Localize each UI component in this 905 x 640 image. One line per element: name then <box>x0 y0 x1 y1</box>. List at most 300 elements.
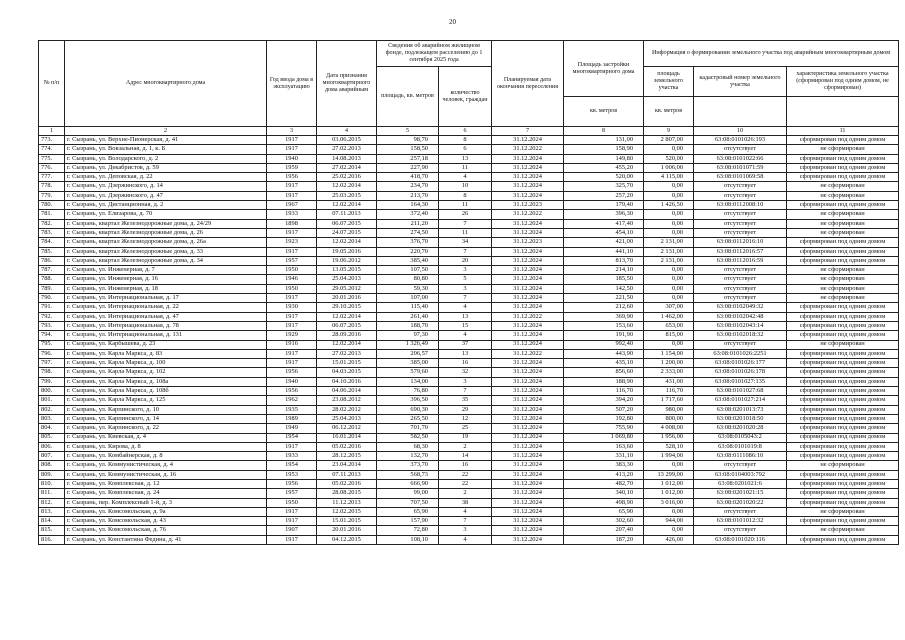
row-planned-date: 31.12.2024 <box>492 275 564 284</box>
row-land-area: 1 994,00 <box>644 452 694 461</box>
row-year: 1917 <box>267 145 317 154</box>
header-emergency-info: Сведения об аварийном жилищном фонде, подлежащем расселению до 1 сентября 2025 года <box>377 41 492 67</box>
row-area: 115,40 <box>377 303 439 312</box>
row-people: 22 <box>439 470 492 479</box>
row-people: 11 <box>439 201 492 210</box>
row-land-area: 2 131,00 <box>644 238 694 247</box>
row-address: г. Сызрань, ул. Комсомольская, д. 9а <box>65 507 267 516</box>
row-cadastral: 63:08:0101071:59 <box>694 163 787 172</box>
row-cadastral: отсутствует <box>694 182 787 191</box>
row-land-status: не сформирован <box>787 275 899 284</box>
row-year: 1940 <box>267 154 317 163</box>
row-land-area: 0,00 <box>644 507 694 516</box>
row-address: г. Сызрань, пер. Комплексный 1-й, д. 3 <box>65 498 267 507</box>
row-date-emergency: 05.02.2016 <box>317 479 377 488</box>
row-planned-date: 31.12.2024 <box>492 424 564 433</box>
row-planned-date: 31.12.2024 <box>492 498 564 507</box>
row-year: 1949 <box>267 424 317 433</box>
row-date-emergency: 04.10.2016 <box>317 377 377 386</box>
row-address: г. Сызрань, ул. Комбайнерская, д. 8 <box>65 452 267 461</box>
row-year: 1956 <box>267 479 317 488</box>
table-row <box>39 136 899 145</box>
row-number: 811. <box>39 489 65 498</box>
row-land-status: не сформирован <box>787 210 899 219</box>
row-cadastral: отсутствует <box>694 219 787 228</box>
row-land-area: 0,00 <box>644 461 694 470</box>
row-land-status: сформирован под одним домом <box>787 331 899 340</box>
row-land-status: сформирован под одним домом <box>787 201 899 210</box>
row-cadastral: отсутствует <box>694 507 787 516</box>
row-number: 788. <box>39 275 65 284</box>
table-row <box>39 424 899 433</box>
row-date-emergency: 07.11.2013 <box>317 210 377 219</box>
row-building-area: 443,90 <box>564 349 644 358</box>
row-cadastral: 63:08:0101020:116 <box>694 535 787 544</box>
row-number: 807. <box>39 452 65 461</box>
row-year: 1917 <box>267 349 317 358</box>
row-building-area: 192,80 <box>564 414 644 423</box>
row-number: 815. <box>39 526 65 535</box>
row-number: 780. <box>39 201 65 210</box>
row-people: 20 <box>439 256 492 265</box>
row-land-area: 0,00 <box>644 284 694 293</box>
row-number: 803. <box>39 414 65 423</box>
row-area: 666,90 <box>377 479 439 488</box>
row-people: 13 <box>439 312 492 321</box>
row-year: 1917 <box>267 517 317 526</box>
row-cadastral: 63:08:0201021:6 <box>694 479 787 488</box>
row-people: 7 <box>439 517 492 526</box>
row-address: г. Сызрань, ул. Дистанционная, д. 2 <box>65 201 267 210</box>
row-address: г. Сызрань, квартал Железнодорожные дома, д. 26а <box>65 238 267 247</box>
row-area: 385,00 <box>377 359 439 368</box>
row-year: 1954 <box>267 461 317 470</box>
row-number: 805. <box>39 433 65 442</box>
row-year: 1917 <box>267 247 317 256</box>
row-land-status: сформирован под одним домом <box>787 256 899 265</box>
row-year: 1929 <box>267 331 317 340</box>
row-building-area: 188,90 <box>564 377 644 386</box>
row-area: 396,50 <box>377 396 439 405</box>
row-cadastral: 63:08:0102043:14 <box>694 321 787 330</box>
row-people: 3 <box>439 377 492 386</box>
row-building-area: 421,00 <box>564 238 644 247</box>
row-building-area: 417,40 <box>564 219 644 228</box>
table-row <box>39 396 899 405</box>
row-year: 1917 <box>267 136 317 145</box>
row-date-emergency: 14.08.2013 <box>317 154 377 163</box>
row-land-area: 13 299,00 <box>644 470 694 479</box>
row-planned-date: 31.12.2024 <box>492 303 564 312</box>
header-empty <box>694 97 787 127</box>
row-land-status: сформирован под одним домом <box>787 452 899 461</box>
row-land-status: не сформирован <box>787 219 899 228</box>
row-area: 206,57 <box>377 349 439 358</box>
row-area: 72,80 <box>377 526 439 535</box>
row-number: 789. <box>39 284 65 293</box>
row-people: 8 <box>439 191 492 200</box>
row-land-area: 0,00 <box>644 191 694 200</box>
row-area: 274,50 <box>377 228 439 237</box>
row-building-area: 331,10 <box>564 452 644 461</box>
row-date-emergency: 28.09.2016 <box>317 331 377 340</box>
row-cadastral: 63:08:0102049:32 <box>694 303 787 312</box>
row-cadastral: 63:08:0101027:214 <box>694 396 787 405</box>
row-address: г. Сызрань, квартал Железнодорожные дома, д. 26 <box>65 228 267 237</box>
row-people: 35 <box>439 396 492 405</box>
row-number: 812. <box>39 498 65 507</box>
row-cadastral: 63:08:0101022:66 <box>694 154 787 163</box>
header-address: Адрес многоквартирного дома <box>65 41 267 127</box>
table-row <box>39 145 899 154</box>
row-land-status: сформирован под одним домом <box>787 387 899 396</box>
row-land-status: не сформирован <box>787 507 899 516</box>
row-land-area: 1 200,00 <box>644 359 694 368</box>
row-land-area: 4 115,00 <box>644 173 694 182</box>
row-land-area: 4 008,00 <box>644 424 694 433</box>
row-number: 783. <box>39 228 65 237</box>
emergency-housing-table <box>38 40 899 545</box>
row-year: 1917 <box>267 442 317 451</box>
row-planned-date: 31.12.2024 <box>492 154 564 163</box>
row-address: г. Сызрань, ул. Карла Маркса, д. 100 <box>65 359 267 368</box>
row-date-emergency: 29.10.2015 <box>317 303 377 312</box>
row-people: 11 <box>439 163 492 172</box>
row-land-status: сформирован под одним домом <box>787 247 899 256</box>
header-year: Год ввода дома в эксплуатацию <box>267 41 317 127</box>
row-area: 568,73 <box>377 470 439 479</box>
row-people: 7 <box>439 387 492 396</box>
row-land-status: сформирован под одним домом <box>787 377 899 386</box>
row-number: 799. <box>39 377 65 386</box>
table-row <box>39 442 899 451</box>
row-date-emergency: 27.02.2014 <box>317 163 377 172</box>
row-planned-date: 31.12.2024 <box>492 377 564 386</box>
row-area: 373,70 <box>377 461 439 470</box>
table-row <box>39 405 899 414</box>
row-address: г. Сызрань, квартал Железнодорожные дома, д. 34 <box>65 256 267 265</box>
row-land-status: сформирован под одним домом <box>787 433 899 442</box>
row-planned-date: 31.12.2024 <box>492 507 564 516</box>
row-land-status: не сформирован <box>787 191 899 200</box>
row-address: г. Сызрань, ул. Верхне-Пионерская, д. 41 <box>65 136 267 145</box>
row-land-status: сформирован под одним домом <box>787 396 899 405</box>
row-land-area: 0,00 <box>644 145 694 154</box>
table-row <box>39 163 899 172</box>
row-building-area: 131,00 <box>564 136 644 145</box>
row-cadastral: 63:08:0101019:8 <box>694 442 787 451</box>
table-row <box>39 479 899 488</box>
row-date-emergency: 03.06.2015 <box>317 136 377 145</box>
row-land-status: сформирован под одним домом <box>787 136 899 145</box>
row-address: г. Сызрань, ул. Комплексная, д. 24 <box>65 489 267 498</box>
row-land-area: 1 717,60 <box>644 396 694 405</box>
table-row <box>39 535 899 544</box>
table-row <box>39 191 899 200</box>
row-people: 29 <box>439 405 492 414</box>
row-year: 1957 <box>267 489 317 498</box>
row-date-emergency: 05.02.2016 <box>317 442 377 451</box>
table-row <box>39 154 899 163</box>
row-building-area: 1 069,80 <box>564 433 644 442</box>
row-area: 97,30 <box>377 331 439 340</box>
row-area: 157,90 <box>377 517 439 526</box>
row-address: г. Сызрань, ул. Дзержинского, д. 14 <box>65 182 267 191</box>
row-date-emergency: 04.03.2015 <box>317 368 377 377</box>
col-number: 9 <box>644 127 694 136</box>
row-planned-date: 31.12.2024 <box>492 396 564 405</box>
row-planned-date: 31.12.2024 <box>492 368 564 377</box>
row-land-area: 2 131,00 <box>644 256 694 265</box>
row-building-area: 221,50 <box>564 294 644 303</box>
row-land-status: сформирован под одним домом <box>787 303 899 312</box>
row-land-area: 307,00 <box>644 303 694 312</box>
row-people: 4 <box>439 535 492 544</box>
row-year: 1933 <box>267 210 317 219</box>
row-planned-date: 31.12.2024 <box>492 433 564 442</box>
row-area: 376,70 <box>377 238 439 247</box>
row-area: 59,30 <box>377 284 439 293</box>
header-empty <box>787 97 899 127</box>
table-row <box>39 368 899 377</box>
row-number: 810. <box>39 479 65 488</box>
row-year: 1962 <box>267 396 317 405</box>
row-planned-date: 31.12.2023 <box>492 238 564 247</box>
row-year: 1917 <box>267 535 317 544</box>
row-land-status: сформирован под одним домом <box>787 359 899 368</box>
row-building-area: 369,90 <box>564 312 644 321</box>
row-cadastral: 63:08:0201018:50 <box>694 414 787 423</box>
row-year: 1950 <box>267 498 317 507</box>
row-people: 2 <box>439 489 492 498</box>
row-people: 22 <box>439 479 492 488</box>
row-number: 775. <box>39 154 65 163</box>
row-number: 791. <box>39 303 65 312</box>
row-area: 1 326,49 <box>377 340 439 349</box>
row-area: 164,30 <box>377 201 439 210</box>
row-cadastral: отсутствует <box>694 461 787 470</box>
header-land-info: Информация о формировании земельного участка под аварийным многоквартирным домом <box>644 41 899 67</box>
row-land-status: сформирован под одним домом <box>787 349 899 358</box>
table-header <box>39 41 899 136</box>
row-number: 776. <box>39 163 65 172</box>
row-land-area: 0,00 <box>644 294 694 303</box>
col-number: 4 <box>317 127 377 136</box>
table-row <box>39 377 899 386</box>
row-building-area: 394,20 <box>564 396 644 405</box>
row-date-emergency: 19.06.2012 <box>317 256 377 265</box>
row-number: 785. <box>39 247 65 256</box>
row-date-emergency: 12.02.2014 <box>317 340 377 349</box>
row-planned-date: 31.12.2024 <box>492 359 564 368</box>
row-building-area: 520,00 <box>564 173 644 182</box>
row-cadastral: 63:08:0101026:2251 <box>694 349 787 358</box>
row-area: 257,18 <box>377 154 439 163</box>
row-number: 808. <box>39 461 65 470</box>
header-planned-date: Планируемая дата окончания переселения <box>492 41 564 127</box>
row-date-emergency: 20.01.2016 <box>317 526 377 535</box>
row-number: 793. <box>39 321 65 330</box>
row-people: 4 <box>439 173 492 182</box>
table-row <box>39 210 899 219</box>
row-building-area: 212,60 <box>564 303 644 312</box>
row-date-emergency: 25.04.2013 <box>317 414 377 423</box>
row-people: 4 <box>439 303 492 312</box>
row-building-area: 187,20 <box>564 535 644 544</box>
row-number: 802. <box>39 405 65 414</box>
row-address: г. Сызрань, ул. Коммунистическая, д. 4 <box>65 461 267 470</box>
row-address: г. Сызрань, ул. Карпинского, д. 14 <box>65 414 267 423</box>
table-row <box>39 312 899 321</box>
row-cadastral: отсутствует <box>694 145 787 154</box>
row-land-status: сформирован под одним домом <box>787 238 899 247</box>
row-building-area: 257,20 <box>564 191 644 200</box>
row-planned-date: 31.12.2024 <box>492 461 564 470</box>
row-address: г. Сызрань, ул. Киевская, д. 4 <box>65 433 267 442</box>
col-number: 8 <box>564 127 644 136</box>
table-row <box>39 303 899 312</box>
row-year: 1935 <box>267 405 317 414</box>
row-planned-date: 31.12.2024 <box>492 414 564 423</box>
row-number: 813. <box>39 507 65 516</box>
row-address: г. Сызрань, ул. Кирова, д. 8 <box>65 442 267 451</box>
row-building-area: 116,70 <box>564 387 644 396</box>
row-land-status: сформирован под одним домом <box>787 470 899 479</box>
row-building-area: 153,60 <box>564 321 644 330</box>
row-year: 1917 <box>267 182 317 191</box>
table-row <box>39 256 899 265</box>
row-land-area: 1 012,00 <box>644 479 694 488</box>
row-land-area: 2 131,00 <box>644 247 694 256</box>
row-area: 132,70 <box>377 452 439 461</box>
row-year: 1917 <box>267 321 317 330</box>
row-address: г. Сызрань, ул. Интернациональная, д. 17 <box>65 294 267 303</box>
row-number: 816. <box>39 535 65 544</box>
row-date-emergency: 19.05.2016 <box>317 247 377 256</box>
row-building-area: 755,90 <box>564 424 644 433</box>
row-land-area: 2 333,00 <box>644 368 694 377</box>
row-cadastral: 63:08:0101026:177 <box>694 359 787 368</box>
row-planned-date: 31.12.2022 <box>492 145 564 154</box>
row-cadastral: 63:08:0101026:193 <box>694 136 787 145</box>
row-land-area: 1 956,00 <box>644 433 694 442</box>
row-date-emergency: 12.02.2014 <box>317 238 377 247</box>
row-number: 782. <box>39 219 65 228</box>
row-year: 1916 <box>267 340 317 349</box>
row-cadastral: 63:08:0102042:48 <box>694 312 787 321</box>
row-area: 188,70 <box>377 321 439 330</box>
row-date-emergency: 04.12.2015 <box>317 535 377 544</box>
row-cadastral: 63:08:0201020:22 <box>694 498 787 507</box>
table-row <box>39 507 899 516</box>
row-building-area: 65,90 <box>564 507 644 516</box>
row-people: 4 <box>439 331 492 340</box>
row-planned-date: 31.12.2024 <box>492 535 564 544</box>
table-row <box>39 173 899 182</box>
row-date-emergency: 06.12.2012 <box>317 424 377 433</box>
table-row <box>39 228 899 237</box>
col-number: 1 <box>39 127 65 136</box>
row-land-area: 116,70 <box>644 387 694 396</box>
row-building-area: 435,10 <box>564 359 644 368</box>
row-year: 1946 <box>267 275 317 284</box>
table-row <box>39 201 899 210</box>
row-cadastral: 63:08:0105043:2 <box>694 433 787 442</box>
header-area-sqm: площадь, кв. метров <box>377 67 439 127</box>
row-cadastral: 63:08:0101069:58 <box>694 173 787 182</box>
table-row <box>39 470 899 479</box>
row-number: 773. <box>39 136 65 145</box>
row-land-area: 0,00 <box>644 210 694 219</box>
row-area: 234,70 <box>377 182 439 191</box>
table-row <box>39 219 899 228</box>
row-land-area: 426,00 <box>644 535 694 544</box>
row-date-emergency: 11.12.2013 <box>317 498 377 507</box>
row-land-area: 815,00 <box>644 331 694 340</box>
row-number: 797. <box>39 359 65 368</box>
row-building-area: 813,70 <box>564 256 644 265</box>
row-land-status: сформирован под одним домом <box>787 442 899 451</box>
row-date-emergency: 25.04.2013 <box>317 275 377 284</box>
row-address: г. Сызрань, ул. Вокзальная, д. 1, к. Б <box>65 145 267 154</box>
row-land-area: 2 807,00 <box>644 136 694 145</box>
table-row <box>39 340 899 349</box>
row-year: 1954 <box>267 433 317 442</box>
row-date-emergency: 27.02.2013 <box>317 145 377 154</box>
row-year: 1956 <box>267 173 317 182</box>
row-people: 25 <box>439 424 492 433</box>
row-area: 707,50 <box>377 498 439 507</box>
row-date-emergency: 12.02.2014 <box>317 312 377 321</box>
row-number: 779. <box>39 191 65 200</box>
row-area: 158,50 <box>377 145 439 154</box>
row-area: 220,70 <box>377 247 439 256</box>
row-area: 211,20 <box>377 219 439 228</box>
row-cadastral: 63:08:0101027:135 <box>694 377 787 386</box>
row-address: г. Сызрань, ул. Комплексная, д. 12 <box>65 479 267 488</box>
row-address: г. Сызрань, ул. Интернациональная, д. 78 <box>65 321 267 330</box>
row-people: 2 <box>439 442 492 451</box>
row-date-emergency: 25.02.2016 <box>317 173 377 182</box>
table-row <box>39 266 899 275</box>
row-planned-date: 31.12.2024 <box>492 405 564 414</box>
header-num: № п/п <box>39 41 65 127</box>
row-land-area: 1 154,00 <box>644 349 694 358</box>
row-people: 3 <box>439 284 492 293</box>
row-area: 265,50 <box>377 414 439 423</box>
row-land-area: 0,00 <box>644 266 694 275</box>
table-row <box>39 433 899 442</box>
row-cadastral: 63:08:0201021:15 <box>694 489 787 498</box>
row-area: 579,60 <box>377 368 439 377</box>
row-people: 7 <box>439 219 492 228</box>
row-land-status: сформирован под одним домом <box>787 489 899 498</box>
row-land-status: сформирован под одним домом <box>787 517 899 526</box>
row-planned-date: 31.12.2024 <box>492 479 564 488</box>
row-year: 1956 <box>267 387 317 396</box>
row-land-area: 0,00 <box>644 219 694 228</box>
row-land-status: сформирован под одним домом <box>787 405 899 414</box>
row-address: г. Сызрань, ул. Константина Федина, д. 41 <box>65 535 267 544</box>
table-row <box>39 284 899 293</box>
row-land-status: не сформирован <box>787 182 899 191</box>
row-number: 801. <box>39 396 65 405</box>
row-people: 37 <box>439 340 492 349</box>
row-land-status: сформирован под одним домом <box>787 312 899 321</box>
row-people: 13 <box>439 349 492 358</box>
row-address: г. Сызрань, квартал Железнодорожные дома, д. 33 <box>65 247 267 256</box>
row-people: 32 <box>439 368 492 377</box>
